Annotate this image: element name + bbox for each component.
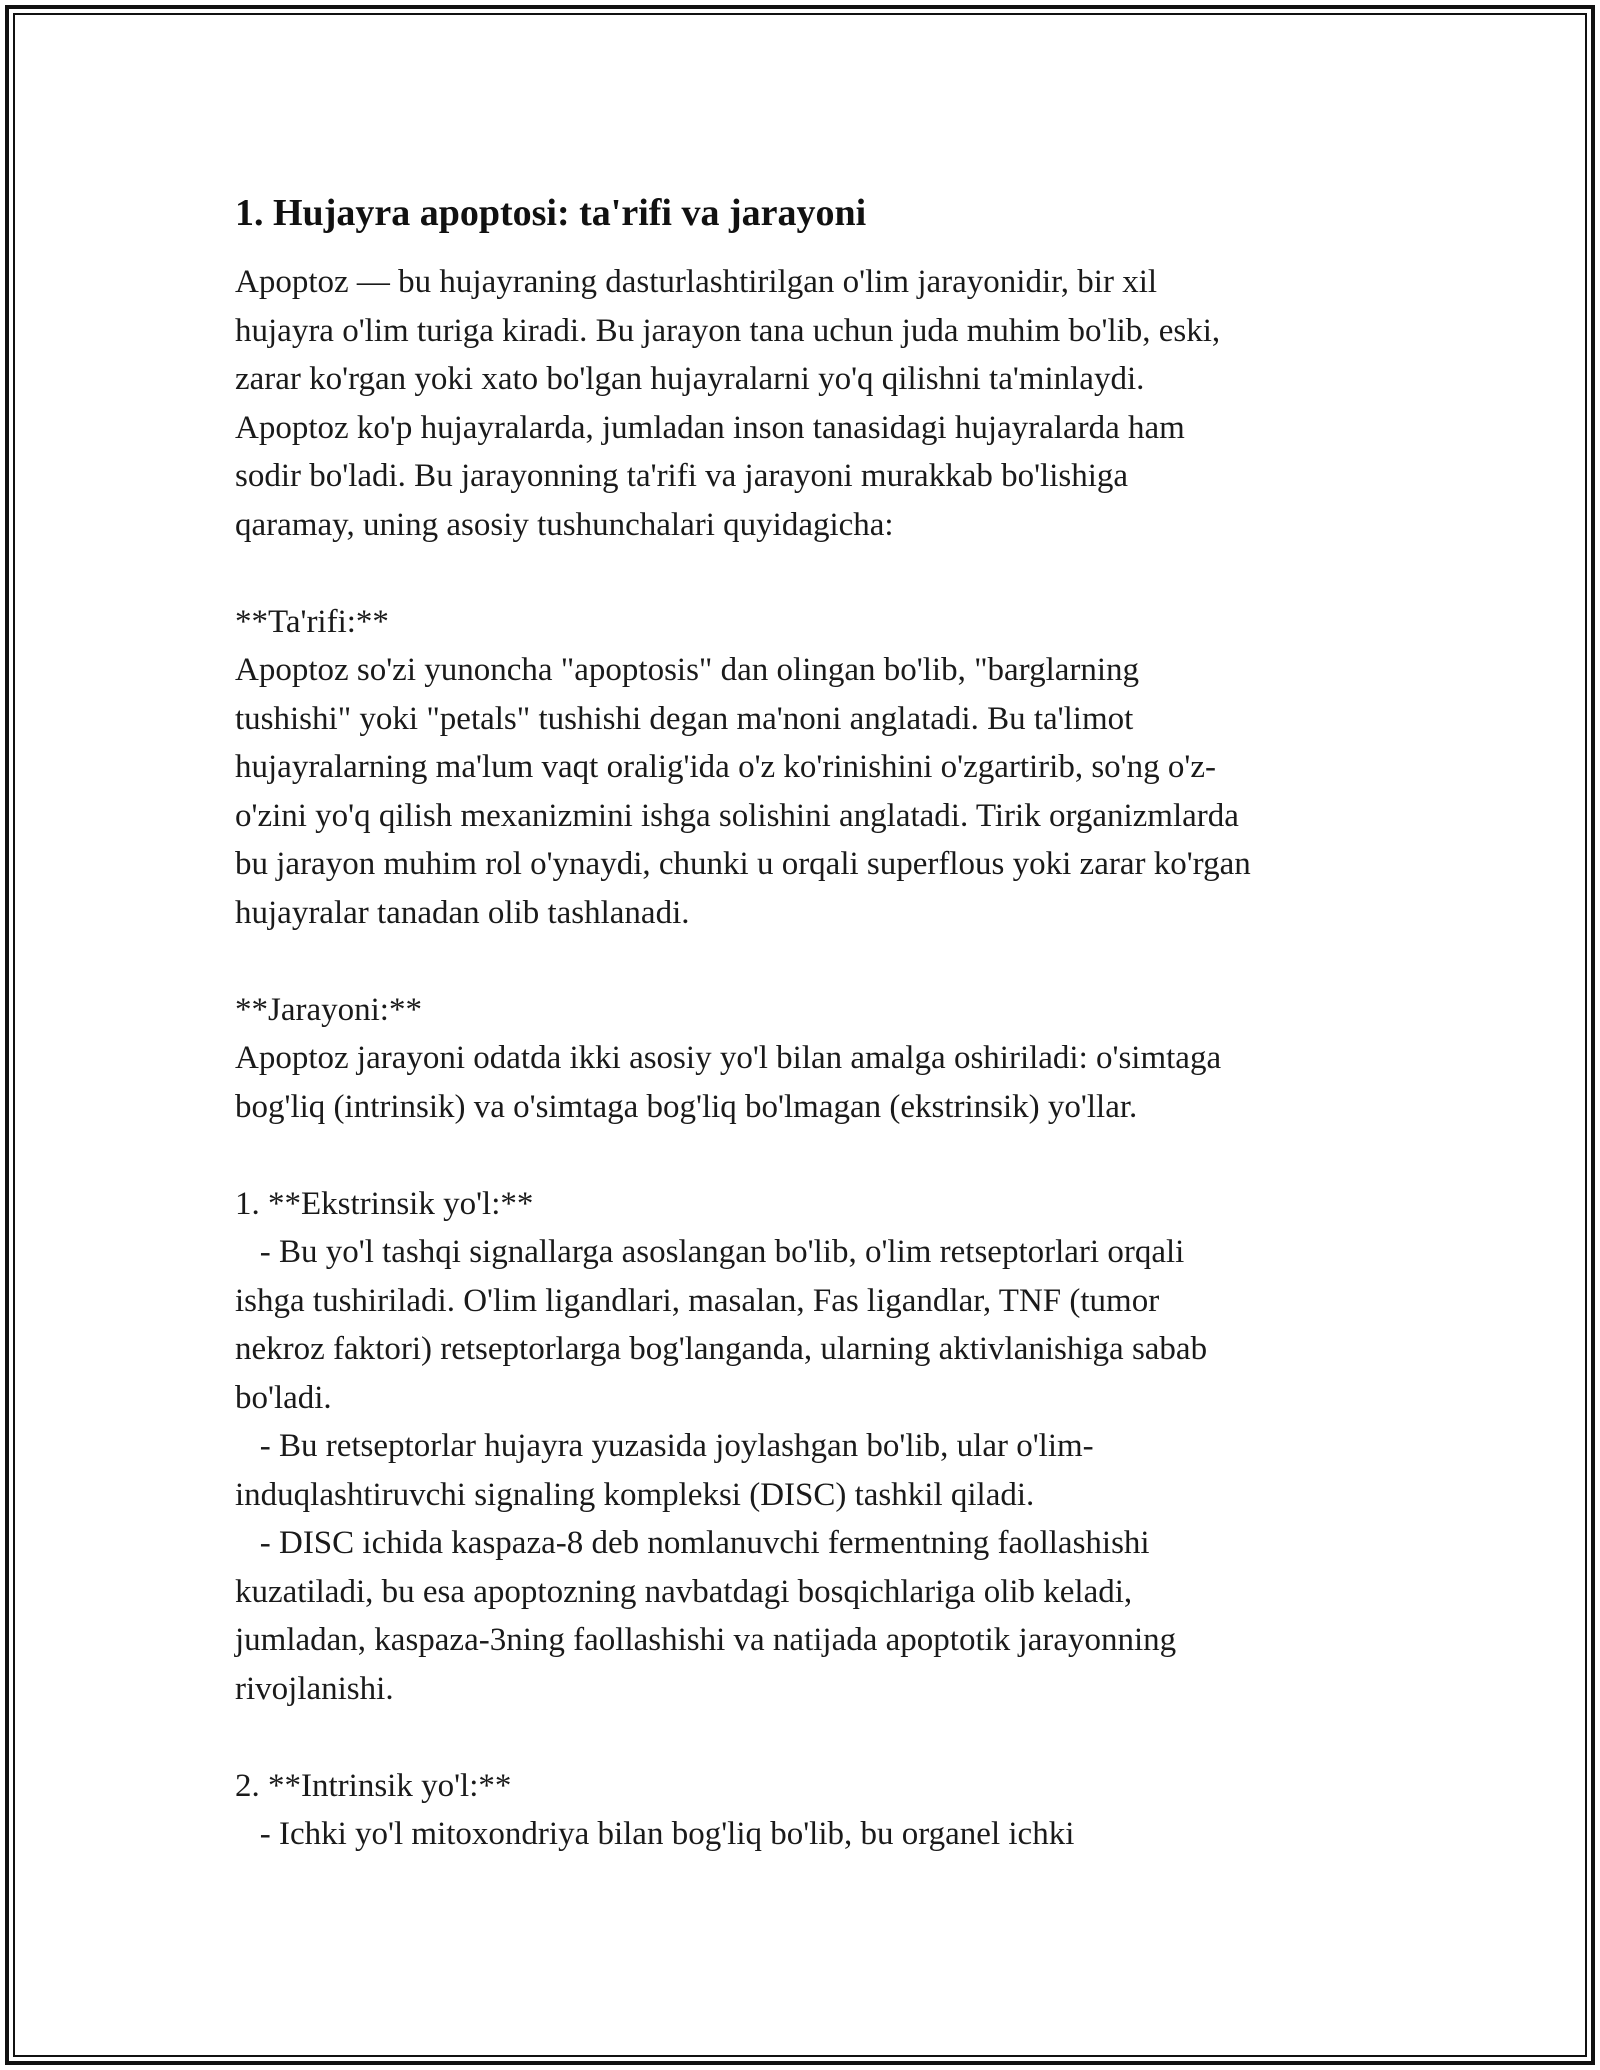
document-content [235, 186, 1375, 1859]
document-body: Apoptoz — bu hujayraning dasturlashtirilgan o'lim jarayonidir, bir xil hujayra o'lim turiga kiradi. Bu jarayon tana uchun juda muhim bo'lib, eski, zarar ko'rgan yoki xato bo'lgan hujayralarni yo'q qilishni ta'minlaydi. Apoptoz ko'p hujayralarda, jumladan inson tanasidagi hujayralarda ham sodir bo'ladi. Bu jarayonning ta'rifi va jarayoni murakkab bo'lishiga qaramay, uning asosiy tushunchalari quyidagicha: **Ta'rifi:** Apoptoz so'zi yunoncha "apoptosis" dan olingan bo'lib, "barglarning tushishi" yoki "petals" tushishi degan ma'noni anglatadi. Bu ta'limot hujayralarning ma'lum vaqt oralig'ida o'z ko'rinishini o'zgartirib, so'ng o'z- o'zini yo'q qilish mexanizmini ishga solishini anglatadi. Tirik organizmlarda bu jarayon muhim rol o'ynaydi, chunki u orqali superflous yoki zarar ko'rgan hujayralar tanadan olib tashlanadi. **Jarayoni:** Apoptoz jarayoni odatda ikki asosiy yo'l bilan amalga oshiriladi: o'simtaga bog'liq (intrinsik) va o'simtaga bog'liq bo'lmagan (ekstrinsik) yo'llar. 1. **Ekstrinsik yo'l:** - Bu yo'l tashqi signallarga asoslangan bo'lib, o'lim retseptorlari orqali ishga tushiriladi. O'lim ligandlari, masalan, Fas ligandlar, TNF (tumor nekroz faktori) retseptorlarga bog'langanda, ularning aktivlanishiga sabab bo'ladi. - Bu retseptorlar hujayra yuzasida joylashgan bo'lib, ular o'lim- induqlashtiruvchi signaling kompleksi (DISC) tashkil qiladi. - DISC ichida kaspaza-8 deb nomlanuvchi fermentning faollashishi kuzatiladi, bu esa apoptozning navbatdagi bosqichlariga olib keladi, jumladan, kaspaza-3ning faollashishi va natijada apoptotik jarayonning rivojlanishi. 2. **Intrinsik yo'l:** - Ichki yo'l mitoxondriya bilan bog'liq bo'lib, bu organel ichki [235, 264, 1251, 1852]
document-title: 1. Hujayra apoptosi: ta'rifi va jarayoni [235, 192, 867, 234]
